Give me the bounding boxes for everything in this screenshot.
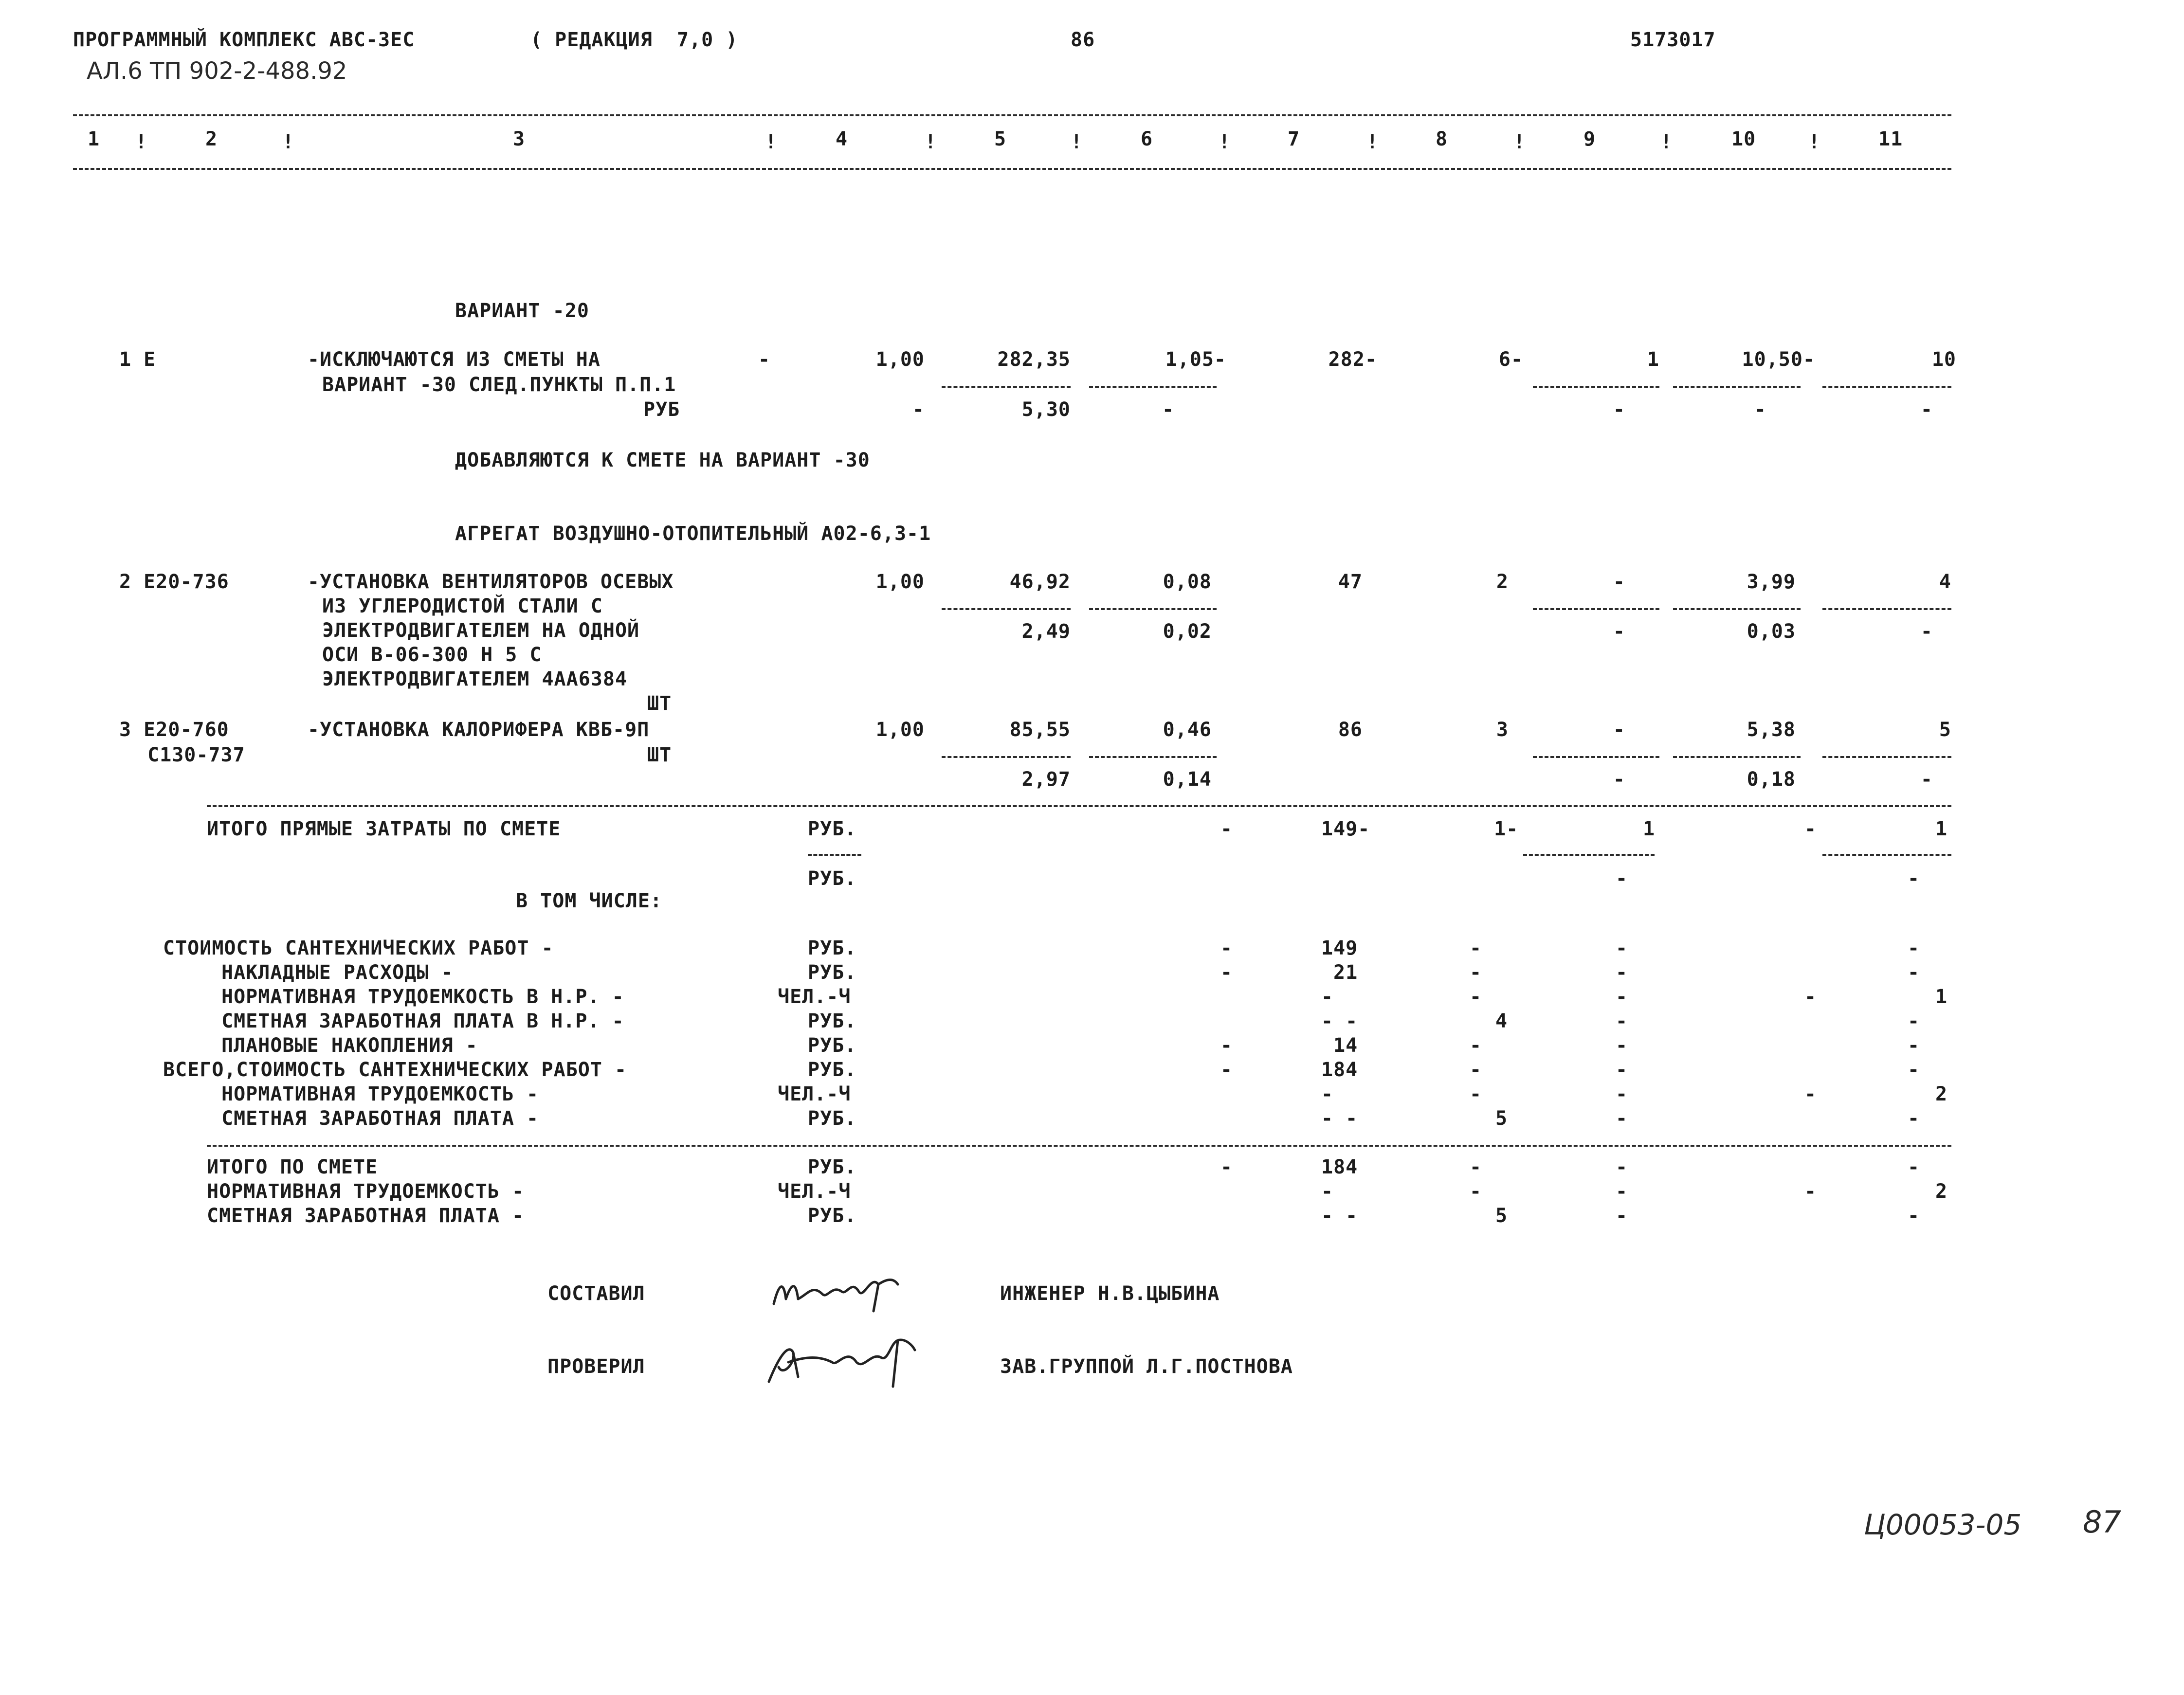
qty: 1,00	[875, 719, 925, 741]
sub-col10: -	[1754, 398, 1766, 421]
row-unit: РУБ.	[808, 1059, 857, 1081]
col8-value: -	[1470, 1059, 1482, 1081]
row-label: НОРМАТИВНАЯ ТРУДОЕМКОСТЬ -	[221, 1083, 539, 1105]
col-sep: !	[1808, 131, 1821, 153]
col8-value: 5	[1495, 1205, 1508, 1227]
sub-col5: 5,30	[1021, 398, 1071, 421]
col11-value: -	[1908, 1107, 1920, 1130]
col11-value: -	[1908, 1205, 1920, 1227]
sub-col9: -	[1613, 620, 1625, 643]
col-8: 8	[1436, 128, 1448, 150]
col-5: 5	[994, 128, 1007, 150]
col9-value: -	[1616, 1156, 1628, 1178]
item-text: ВАРИАНТ -30 СЛЕД.ПУНКТЫ П.П.1	[322, 374, 676, 396]
sub-col9: -	[1613, 768, 1625, 791]
col11-value: 2	[1935, 1083, 1948, 1105]
col7-value: 184	[1321, 1059, 1358, 1081]
col7-value: 184	[1321, 1156, 1358, 1178]
col8-value: -	[1470, 1180, 1482, 1203]
col8-value: -	[1470, 961, 1482, 984]
unit: РУБ.	[808, 867, 857, 890]
col8-value: -	[1470, 1156, 1482, 1178]
col7-value: 149	[1321, 937, 1358, 959]
col-sep: !	[925, 131, 937, 153]
sub-col5: 2,97	[1021, 768, 1071, 791]
col8-value: -	[1470, 1083, 1482, 1105]
archive-number: Ц00053-05	[1864, 1508, 2022, 1541]
aggregate-title: АГРЕГАТ ВОЗДУШНО-ОТОПИТЕЛЬНЫЙ А02-6,3-1	[455, 523, 931, 545]
page-number: 86	[1071, 29, 1095, 51]
col9-value: -	[1613, 571, 1625, 593]
col11-value: 10	[1931, 348, 1956, 371]
col-sep: !	[135, 131, 148, 153]
item-text: -УСТАНОВКА ВЕНТИЛЯТОРОВ ОСЕВЫХ	[308, 571, 674, 593]
row-label: СМЕТНАЯ ЗАРАБОТНАЯ ПЛАТА -	[207, 1205, 525, 1227]
compiled-label: СОСТАВИЛ	[547, 1282, 645, 1305]
col8-value: 1-	[1494, 818, 1519, 840]
col10-value: -	[1804, 1083, 1817, 1105]
col8-value: 4	[1495, 1010, 1508, 1032]
compiled-name: ИНЖЕНЕР Н.В.ЦЫБИНА	[1000, 1282, 1220, 1305]
col-2: 2	[205, 128, 218, 150]
col6-value: -	[1220, 1156, 1233, 1178]
item-unit: ШТ	[647, 744, 672, 766]
col-sep: !	[765, 131, 778, 153]
compiled-signature	[769, 1265, 915, 1318]
col10-value: 3,99	[1747, 571, 1796, 593]
col10-value: 5,38	[1747, 719, 1796, 741]
col11-value: -	[1908, 961, 1920, 984]
col9-value: -	[1616, 1107, 1628, 1130]
col9-value: 1	[1643, 818, 1656, 840]
col9-value: 1	[1647, 348, 1659, 371]
item-dash: -	[758, 348, 771, 371]
col11-value: -	[1908, 1034, 1920, 1057]
col7-value: 14	[1333, 1034, 1358, 1057]
col9-value: -	[1616, 1180, 1628, 1203]
item-text: ОСИ В-06-300 Н 5 С	[322, 644, 542, 666]
row-unit: РУБ.	[808, 1156, 857, 1178]
col6-value: 1,05-	[1165, 348, 1226, 371]
checked-label: ПРОВЕРИЛ	[547, 1355, 645, 1378]
top-rule	[73, 114, 1951, 116]
col7-value: - -	[1321, 1107, 1358, 1130]
col6-value: 0,46	[1163, 719, 1212, 741]
col-sep: !	[1660, 131, 1673, 153]
added-title: ДОБАВЛЯЮТСЯ К СМЕТЕ НА ВАРИАНТ -30	[455, 449, 870, 471]
row-unit: РУБ.	[808, 1034, 857, 1057]
sub-col6: 0,02	[1163, 620, 1212, 643]
col11-value: 4	[1939, 571, 1951, 593]
col9-value: -	[1616, 1010, 1628, 1032]
row-unit: РУБ.	[808, 1205, 857, 1227]
sub-col9: -	[1616, 867, 1628, 890]
row-label: ПЛАНОВЫЕ НАКОПЛЕНИЯ -	[221, 1034, 478, 1057]
col8-value: 5	[1495, 1107, 1508, 1130]
item-text: -УСТАНОВКА КАЛОРИФЕРА КВБ-9П	[308, 719, 650, 741]
col9-value: -	[1616, 1059, 1628, 1081]
sub-col11: -	[1920, 398, 1933, 421]
col9-value: -	[1616, 937, 1628, 959]
row-label: СМЕТНАЯ ЗАРАБОТНАЯ ПЛАТА -	[221, 1107, 539, 1130]
col6-value: -	[1220, 937, 1233, 959]
item-number: 1 Е	[119, 348, 156, 371]
item-text: -ИСКЛЮЧАЮТСЯ ИЗ СМЕТЫ НА	[308, 348, 601, 371]
col6-value: 0,08	[1163, 571, 1212, 593]
col7-value: - -	[1321, 1010, 1358, 1032]
col9-value: -	[1616, 1083, 1628, 1105]
col6-value: -	[1220, 961, 1233, 984]
handwritten-project-ref: АЛ.6 ТП 902-2-488.92	[87, 57, 347, 85]
col10-value: 10,50-	[1742, 348, 1815, 371]
col8-value: 3	[1496, 719, 1509, 741]
row-unit: РУБ.	[808, 937, 857, 959]
col8-value: -	[1470, 1034, 1482, 1057]
row-label: НОРМАТИВНАЯ ТРУДОЕМКОСТЬ В Н.Р. -	[221, 986, 624, 1008]
col-sep: !	[1071, 131, 1083, 153]
sub-col11: -	[1920, 768, 1933, 791]
item-unit: ШТ	[647, 692, 672, 715]
col11-value: 5	[1939, 719, 1951, 741]
col11-value: 2	[1935, 1180, 1948, 1203]
row-label: ВСЕГО,СТОИМОСТЬ САНТЕХНИЧЕСКИХ РАБОТ -	[163, 1059, 627, 1081]
col11-value: 1	[1935, 986, 1948, 1008]
totals-rule	[207, 805, 1951, 807]
row-unit: ЧЕЛ.-Ч	[778, 1083, 851, 1105]
program-title: ПРОГРАММНЫЙ КОМПЛЕКС АВС-3ЕС	[73, 29, 415, 51]
edition-label: ( РЕДАКЦИЯ 7,0 )	[530, 29, 738, 51]
col7-value: -	[1321, 986, 1334, 1008]
col8-value: 6-	[1498, 348, 1523, 371]
col9-value: -	[1613, 719, 1625, 741]
col-3: 3	[513, 128, 526, 150]
col6-value: -	[1220, 1034, 1233, 1057]
row-label: ИТОГО ПО СМЕТЕ	[207, 1156, 378, 1178]
qty: 1,00	[875, 348, 925, 371]
item-text: ИЗ УГЛЕРОДИСТОЙ СТАЛИ С	[322, 595, 603, 617]
header-bottom-rule	[73, 168, 1951, 170]
item-text: ЭЛЕКТРОДВИГАТЕЛЕМ 4АА6384	[322, 668, 628, 690]
col7-value: -	[1321, 1180, 1334, 1203]
col-4: 4	[836, 128, 848, 150]
col5-value: 85,55	[1009, 719, 1071, 741]
row-unit: РУБ.	[808, 961, 857, 984]
col7-value: 47	[1338, 571, 1363, 593]
col7-value: 282-	[1328, 348, 1377, 371]
col9-value: -	[1616, 986, 1628, 1008]
col9-value: -	[1616, 1034, 1628, 1057]
col7-value: 21	[1333, 961, 1358, 984]
row-unit: ЧЕЛ.-Ч	[778, 1180, 851, 1203]
row-unit: ЧЕЛ.-Ч	[778, 986, 851, 1008]
col-7: 7	[1288, 128, 1300, 150]
checked-name: ЗАВ.ГРУППОЙ Л.Г.ПОСТНОВА	[1000, 1355, 1293, 1378]
unit: РУБ.	[808, 818, 857, 840]
sub-col6: -	[1162, 398, 1175, 421]
checked-signature	[759, 1328, 920, 1396]
col11-value: -	[1908, 937, 1920, 959]
item-number-2: С130-737	[147, 744, 245, 766]
sub-col6: 0,14	[1163, 768, 1212, 791]
col9-value: -	[1616, 961, 1628, 984]
sub-qty: -	[912, 398, 925, 421]
col5-value: 282,35	[997, 348, 1071, 371]
col7-value: - -	[1321, 1205, 1358, 1227]
col10-value: -	[1804, 986, 1817, 1008]
col11-value: -	[1908, 1010, 1920, 1032]
final-rule	[207, 1145, 1951, 1147]
sub-col5: 2,49	[1021, 620, 1071, 643]
col7-value: 86	[1338, 719, 1363, 741]
col7-value: 149-	[1321, 818, 1370, 840]
row-label: НАКЛАДНЫЕ РАСХОДЫ -	[221, 961, 454, 984]
col10-value: -	[1804, 818, 1817, 840]
sub-col9: -	[1613, 398, 1625, 421]
qty: 1,00	[875, 571, 925, 593]
col10-value: -	[1804, 1180, 1817, 1203]
col11-value: 1	[1935, 818, 1948, 840]
col11-value: -	[1908, 1059, 1920, 1081]
col6-value: -	[1220, 1059, 1233, 1081]
row-label: СМЕТНАЯ ЗАРАБОТНАЯ ПЛАТА В Н.Р. -	[221, 1010, 624, 1032]
col6-value: -	[1220, 818, 1233, 840]
col-9: 9	[1583, 128, 1596, 150]
col-sep: !	[1219, 131, 1231, 153]
item-unit: РУБ	[643, 398, 680, 421]
direct-costs-label: ИТОГО ПРЯМЫЕ ЗАТРАТЫ ПО СМЕТЕ	[207, 818, 561, 840]
row-label: СТОИМОСТЬ САНТЕХНИЧЕСКИХ РАБОТ -	[163, 937, 554, 959]
item-number: 2 Е20-736	[119, 571, 229, 593]
sheet-number: 87	[2083, 1504, 2121, 1540]
sub-col11: -	[1908, 867, 1920, 890]
item-text: ЭЛЕКТРОДВИГАТЕЛЕМ НА ОДНОЙ	[322, 619, 640, 642]
row-unit: РУБ.	[808, 1107, 857, 1130]
col-10: 10	[1731, 128, 1756, 150]
col-1: 1	[88, 128, 100, 150]
col9-value: -	[1616, 1205, 1628, 1227]
sub-col11: -	[1920, 620, 1933, 643]
row-unit: РУБ.	[808, 1010, 857, 1032]
col-6: 6	[1141, 128, 1153, 150]
document-code: 5173017	[1630, 29, 1716, 51]
in-that-label: В ТОМ ЧИСЛЕ:	[516, 890, 662, 912]
col8-value: 2	[1496, 571, 1509, 593]
row-label: НОРМАТИВНАЯ ТРУДОЕМКОСТЬ -	[207, 1180, 525, 1203]
variant-title: ВАРИАНТ -20	[455, 300, 589, 322]
col-11: 11	[1878, 128, 1903, 150]
item-number: 3 Е20-760	[119, 719, 229, 741]
col-sep: !	[1513, 131, 1526, 153]
sub-col10: 0,03	[1747, 620, 1796, 643]
col8-value: -	[1470, 937, 1482, 959]
col-sep: !	[282, 131, 295, 153]
col11-value: -	[1908, 1156, 1920, 1178]
col-sep: !	[1366, 131, 1379, 153]
col8-value: -	[1470, 986, 1482, 1008]
col7-value: -	[1321, 1083, 1334, 1105]
sub-col10: 0,18	[1747, 768, 1796, 791]
col5-value: 46,92	[1009, 571, 1071, 593]
